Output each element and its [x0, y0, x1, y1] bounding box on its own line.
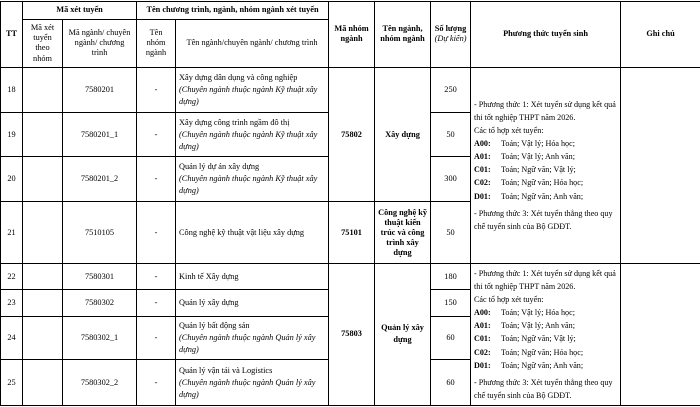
combo-code: C02:: [474, 347, 491, 357]
row-code: 7580302_2: [63, 360, 137, 406]
row-ma-xet-tuyen-theo-nhom: [23, 316, 63, 359]
row-name: [176, 157, 329, 202]
method-combo: [474, 306, 617, 319]
header-row-1: [1, 2, 700, 20]
combo-subjects: Toán; Vật lý; Anh văn;: [501, 152, 575, 162]
method-combo: [474, 359, 617, 372]
row-qty: 50: [431, 202, 471, 264]
row-name-main: Quản lý vận tải và Logistics: [179, 365, 273, 375]
row-name-sub: (Chuyên ngành thuộc ngành Kỹ thuật xây dựng): [179, 174, 318, 196]
table-row: [1, 67, 700, 112]
row-qty: 150: [431, 290, 471, 316]
header-tt: TT: [1, 2, 23, 68]
row-code: 7580301: [63, 263, 137, 289]
row-tt: 18: [1, 67, 23, 112]
row-nhom: -: [137, 202, 176, 264]
row-nhom: -: [137, 67, 176, 112]
group-ten-nhom: Quản lý xây dựng: [375, 263, 431, 405]
group-ten-nhom: Xây dựng: [375, 67, 431, 202]
row-ma-xet-tuyen-theo-nhom: [23, 202, 63, 264]
row-code: 7510105: [63, 202, 137, 264]
group-ten-nhom: Công nghệ kỹ thuật kiến trúc và công trình xây dựng: [375, 202, 431, 264]
method-combos-title: Các tổ hợp xét tuyển:: [474, 126, 544, 135]
combo-code: C02:: [474, 178, 491, 188]
method-block-2: [471, 263, 621, 405]
header-ten-nhom-nganh: Tên nhóm ngành: [137, 19, 176, 67]
row-qty: 180: [431, 263, 471, 289]
row-tt: 19: [1, 112, 23, 157]
header-so-luong-label: Số lượng: [434, 24, 467, 33]
row-name-main: Xây dựng công trình ngầm đô thị: [179, 117, 290, 127]
header-ma-nganh-chuyen-nganh: Mã ngành/ chuyên ngành/ chương trình: [63, 19, 137, 67]
method-combo: [474, 319, 617, 332]
method-combos-title: Các tổ hợp xét tuyển:: [474, 295, 544, 305]
row-ma-xet-tuyen-theo-nhom: [23, 263, 63, 289]
combo-subjects: Toán; Ngữ văn; Hóa học;: [501, 347, 584, 357]
header-ghi-chu: Ghi chú: [621, 2, 700, 68]
row-name-main: Quản lý bất động sản: [179, 321, 250, 331]
header-ten-nganh-chuyen-nganh: Tên ngành/chuyên ngành/ chương trình: [176, 19, 329, 67]
method-pt3: - Phương thức 3: Xét tuyển thẳng theo quy chế tuyển sinh của Bộ GDĐT.: [474, 208, 613, 231]
row-code: 7580201_1: [63, 112, 137, 157]
combo-code: A00:: [474, 139, 491, 149]
row-qty: 60: [431, 316, 471, 359]
row-nhom: -: [137, 360, 176, 406]
ghi-chu-cell: [621, 263, 700, 405]
row-qty: 60: [431, 360, 471, 406]
row-nhom: -: [137, 316, 176, 359]
row-code: 7580302_1: [63, 316, 137, 359]
row-qty: 250: [431, 67, 471, 112]
row-ma-xet-tuyen-theo-nhom: [23, 67, 63, 112]
method-combo: [474, 332, 617, 345]
row-name-main: Kinh tế Xây dựng: [179, 271, 239, 281]
combo-code: D01:: [474, 360, 491, 370]
row-name: [176, 290, 329, 316]
row-name: [176, 360, 329, 406]
admission-table: [0, 1, 700, 406]
row-qty: 50: [431, 112, 471, 157]
method-pt3: - Phương thức 3: Xét tuyển thẳng theo quy chế tuyển sinh của Bộ GDĐT.: [474, 377, 613, 400]
table-row: [1, 263, 700, 289]
header-ma-nhom-nganh: Mã nhóm ngành: [329, 2, 375, 68]
method-combo: [474, 346, 617, 359]
row-name-sub: (Chuyên ngành thuộc ngành Quản lý xây dựng): [179, 333, 316, 355]
row-nhom: -: [137, 112, 176, 157]
combo-subjects: Toán; Ngữ văn; Vật lý;: [501, 334, 576, 344]
group-ma-nhom: 75101: [329, 202, 375, 264]
header-ten-nganh-nhom-nganh: Tên ngành, nhóm ngành: [375, 2, 431, 68]
header-so-luong: [431, 2, 471, 68]
combo-code: A01:: [474, 152, 491, 162]
combo-subjects: Toán; Ngữ văn; Vật lý;: [501, 165, 576, 175]
row-name-main: Công nghệ kỹ thuật vật liệu xây dựng: [179, 227, 305, 237]
row-name: [176, 202, 329, 264]
method-combo: [474, 137, 617, 150]
combo-code: C01:: [474, 165, 491, 175]
header-ma-xet-tuyen-theo-nhom: Mã xét tuyển theo nhóm: [23, 19, 63, 67]
combo-subjects: Toán; Vật lý; Anh văn;: [501, 321, 575, 331]
header-ma-xet-tuyen: Mã xét tuyển: [23, 2, 137, 20]
row-tt: 20: [1, 157, 23, 202]
row-name-main: Quản lý xây dựng: [179, 298, 239, 308]
combo-subjects: Toán; Vật lý; Hóa học;: [501, 308, 575, 318]
row-name-main: Quản lý dự án xây dựng: [179, 162, 260, 172]
group-ma-nhom: 75803: [329, 263, 375, 405]
row-tt: 23: [1, 290, 23, 316]
row-name-sub: (Chuyên ngành thuộc ngành Kỹ thuật xây dựng): [179, 129, 318, 151]
combo-subjects: Toán; Vật lý; Hóa học;: [501, 139, 575, 149]
row-name: [176, 67, 329, 112]
row-nhom: -: [137, 263, 176, 289]
row-name: [176, 112, 329, 157]
row-tt: 25: [1, 360, 23, 406]
row-name-main: Xây dựng dân dụng và công nghiệp: [179, 72, 298, 82]
combo-subjects: Toán; Ngữ văn; Anh văn;: [501, 191, 584, 201]
row-name: [176, 263, 329, 289]
row-code: 7580302: [63, 290, 137, 316]
row-nhom: -: [137, 157, 176, 202]
row-ma-xet-tuyen-theo-nhom: [23, 360, 63, 406]
method-combo: [474, 150, 617, 163]
header-ten-chuong-trinh: Tên chương trình, ngành, nhóm ngành xét tuyển: [137, 2, 329, 20]
method-block-1: [471, 67, 621, 263]
combo-subjects: Toán; Ngữ văn; Hóa học;: [501, 178, 584, 188]
combo-code: D01:: [474, 191, 491, 201]
combo-code: A00:: [474, 308, 491, 318]
combo-code: C01:: [474, 334, 491, 344]
method-pt1: - Phương thức 1: Xét tuyển sử dụng kết quả thi tốt nghiệp THPT năm 2026.: [474, 99, 616, 122]
combo-subjects: Toán; Ngữ văn; Anh văn;: [501, 360, 584, 370]
row-name-sub: (Chuyên ngành thuộc ngành Kỹ thuật xây dựng): [179, 84, 318, 106]
row-name: [176, 316, 329, 359]
row-ma-xet-tuyen-theo-nhom: [23, 290, 63, 316]
row-tt: 22: [1, 263, 23, 289]
row-code: 7580201_2: [63, 157, 137, 202]
row-tt: 21: [1, 202, 23, 264]
row-qty: 300: [431, 157, 471, 202]
header-phuong-thuc: Phương thức tuyển sinh: [471, 2, 621, 68]
method-combo: [474, 190, 617, 203]
method-combo: [474, 163, 617, 176]
combo-code: A01:: [474, 321, 491, 331]
row-ma-xet-tuyen-theo-nhom: [23, 157, 63, 202]
method-pt1: - Phương thức 1: Xét tuyển sử dụng kết quả thi tốt nghiệp THPT năm 2026.: [474, 268, 616, 292]
row-ma-xet-tuyen-theo-nhom: [23, 112, 63, 157]
header-du-kien: (Dự kiến): [434, 34, 467, 44]
row-nhom: -: [137, 290, 176, 316]
row-tt: 24: [1, 316, 23, 359]
ghi-chu-cell: [621, 67, 700, 263]
method-combo: [474, 176, 617, 189]
row-code: 7580201: [63, 67, 137, 112]
row-name-sub: (Chuyên ngành thuộc ngành Quản lý xây dựng): [179, 377, 316, 399]
group-ma-nhom: 75802: [329, 67, 375, 202]
